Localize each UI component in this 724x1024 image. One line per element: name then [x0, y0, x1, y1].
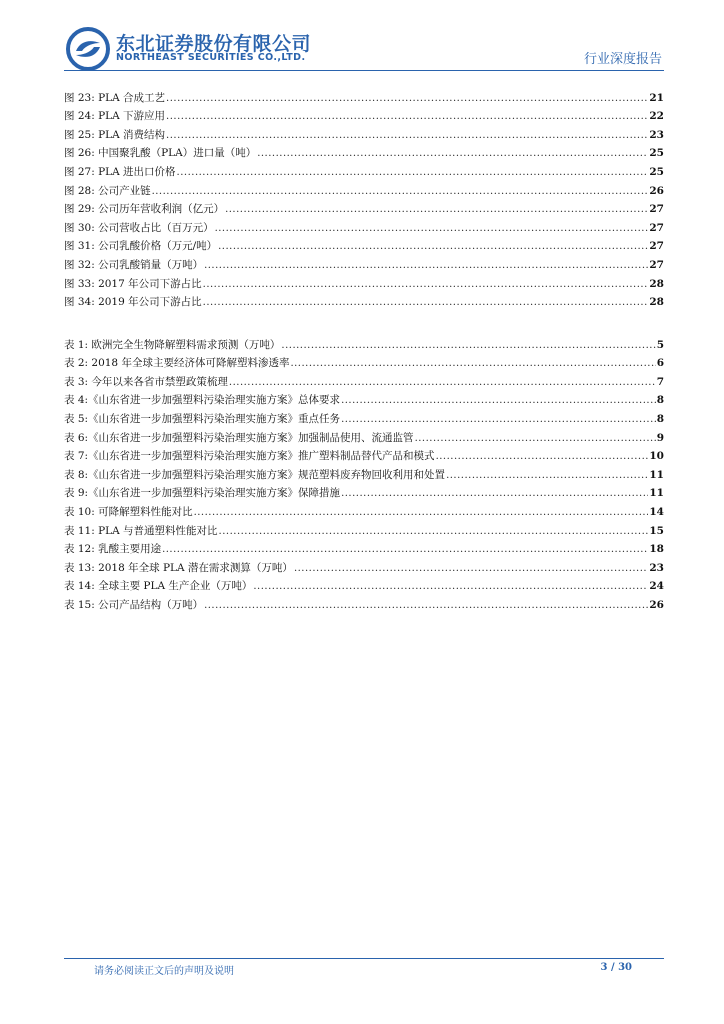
figure-toc-row[interactable]	[64, 253, 664, 272]
toc-entry-label: 表 14: 全球主要 PLA 生产企业（万吨）	[64, 580, 253, 593]
figure-toc-row[interactable]	[64, 235, 664, 254]
toc-entry-page: 24	[649, 580, 664, 593]
toc-entry-page: 23	[649, 128, 664, 141]
toc-entry-page: 22	[649, 110, 664, 123]
toc-entry-label: 图 27: PLA 进出口价格	[64, 165, 176, 178]
toc-entry-label: 图 31: 公司乳酸价格（万元/吨）	[64, 240, 218, 253]
company-name-en: NORTHEAST SECURITIES CO.,LTD.	[116, 52, 306, 63]
footer-divider	[64, 958, 664, 959]
toc-dot-leader	[215, 222, 649, 235]
toc-dot-leader	[166, 110, 648, 123]
toc-dot-leader	[166, 92, 648, 105]
figure-toc-row[interactable]	[64, 142, 664, 161]
toc-dot-leader	[253, 580, 648, 593]
toc-entry-page: 25	[649, 165, 664, 178]
toc-entry-page: 27	[649, 240, 664, 253]
table-toc-row[interactable]	[64, 519, 664, 538]
toc-entry-page: 9	[656, 431, 664, 444]
toc-entry-label: 表 2: 2018 年全球主要经济体可降解塑料渗透率	[64, 357, 290, 370]
toc-entry-label: 表 5:《山东省进一步加强塑料污染治理实施方案》重点任务	[64, 412, 341, 425]
toc-entry-label: 表 1: 欧洲完全生物降解塑料需求预测（万吨）	[64, 338, 281, 351]
toc-entry-page: 18	[649, 543, 664, 556]
toc-entry-label: 图 30: 公司营收占比（百万元）	[64, 221, 214, 234]
toc-entry-label: 图 28: 公司产业链	[64, 184, 151, 197]
toc-dot-leader	[194, 506, 649, 519]
figure-toc-row[interactable]	[64, 179, 664, 198]
toc-dot-leader	[436, 450, 649, 463]
toc-entry-label: 表 9:《山东省进一步加强塑料污染治理实施方案》保障措施	[64, 487, 341, 500]
table-toc-row[interactable]	[64, 575, 664, 594]
report-type: 行业深度报告	[583, 52, 662, 67]
toc-entry-label: 图 26: 中国聚乳酸（PLA）进口量（吨）	[64, 147, 257, 160]
page-header	[0, 0, 724, 70]
toc-entry-label: 图 33: 2017 年公司下游占比	[64, 277, 202, 290]
table-toc-row[interactable]	[64, 445, 664, 464]
tables-toc	[64, 333, 664, 612]
toc-entry-label: 表 4:《山东省进一步加强塑料污染治理实施方案》总体要求	[64, 394, 341, 407]
figures-toc	[64, 86, 664, 309]
toc-entry-label: 表 12: 乳酸主要用途	[64, 543, 162, 556]
toc-entry-label: 表 11: PLA 与普通塑料性能对比	[64, 524, 218, 537]
toc-entry-page: 7	[656, 375, 664, 388]
toc-dot-leader	[162, 543, 648, 556]
toc-dot-leader	[415, 432, 656, 445]
table-toc-row[interactable]	[64, 389, 664, 408]
figure-toc-row[interactable]	[64, 86, 664, 105]
toc-entry-page: 26	[649, 184, 664, 197]
table-toc-row[interactable]	[64, 426, 664, 445]
toc-entry-label: 图 34: 2019 年公司下游占比	[64, 296, 202, 309]
table-toc-row[interactable]	[64, 352, 664, 371]
toc-entry-page: 26	[649, 598, 664, 611]
toc-entry-page: 14	[649, 505, 664, 518]
figure-toc-row[interactable]	[64, 198, 664, 217]
toc-entry-label: 表 15: 公司产品结构（万吨）	[64, 598, 204, 611]
toc-entry-page: 25	[649, 147, 664, 160]
table-toc-row[interactable]	[64, 538, 664, 557]
company-name-cn: 东北证券股份有限公司	[116, 33, 312, 55]
toc-entry-page: 6	[656, 357, 664, 370]
company-logo-icon	[66, 27, 110, 71]
toc-entry-label: 图 32: 公司乳酸销量（万吨）	[64, 258, 204, 271]
toc-entry-label: 表 3: 今年以来各省市禁塑政策梳理	[64, 375, 228, 388]
toc-entry-label: 图 25: PLA 消费结构	[64, 128, 166, 141]
toc-dot-leader	[204, 259, 648, 272]
toc-entry-page: 21	[649, 91, 664, 104]
toc-entry-page: 8	[656, 394, 664, 407]
toc-entry-page: 11	[649, 468, 664, 481]
toc-dot-leader	[281, 339, 655, 352]
table-toc-row[interactable]	[64, 463, 664, 482]
toc-dot-leader	[166, 129, 648, 142]
toc-entry-page: 28	[649, 296, 664, 309]
toc-entry-label: 表 13: 2018 年全球 PLA 潜在需求测算（万吨）	[64, 561, 293, 574]
toc-entry-page: 15	[649, 524, 664, 537]
toc-dot-leader	[203, 278, 649, 291]
table-toc-row[interactable]	[64, 500, 664, 519]
toc-dot-leader	[341, 394, 656, 407]
toc-entry-page: 27	[649, 221, 664, 234]
toc-dot-leader	[257, 147, 648, 160]
toc-entry-label: 图 24: PLA 下游应用	[64, 110, 166, 123]
table-toc-row[interactable]	[64, 556, 664, 575]
page-number: 3 / 30	[600, 962, 632, 973]
header-divider	[64, 70, 664, 71]
table-toc-row[interactable]	[64, 482, 664, 501]
toc-entry-label: 表 7:《山东省进一步加强塑料污染治理实施方案》推广塑料制品替代产品和模式	[64, 450, 435, 463]
toc-dot-leader	[290, 357, 655, 370]
figure-toc-row[interactable]	[64, 123, 664, 142]
toc-entry-label: 表 10: 可降解塑料性能对比	[64, 505, 193, 518]
toc-entry-label: 表 6:《山东省进一步加强塑料污染治理实施方案》加强制品使用、流通监管	[64, 431, 414, 444]
toc-dot-leader	[218, 240, 648, 253]
figure-toc-row[interactable]	[64, 105, 664, 124]
toc-dot-leader	[204, 599, 648, 612]
table-toc-row[interactable]	[64, 407, 664, 426]
toc-dot-leader	[177, 166, 649, 179]
toc-dot-leader	[446, 469, 648, 482]
toc-dot-leader	[341, 413, 656, 426]
toc-entry-page: 27	[649, 258, 664, 271]
table-toc-row[interactable]	[64, 593, 664, 612]
toc-dot-leader	[229, 376, 656, 389]
toc-dot-leader	[225, 203, 648, 216]
toc-dot-leader	[294, 562, 648, 575]
toc-entry-label: 图 29: 公司历年营收利润（亿元）	[64, 203, 225, 216]
toc-dot-leader	[203, 296, 649, 309]
figure-toc-row[interactable]	[64, 291, 664, 310]
toc-dot-leader	[341, 487, 648, 500]
figure-toc-row[interactable]	[64, 160, 664, 179]
toc-dot-leader	[152, 185, 649, 198]
toc-entry-page: 27	[649, 203, 664, 216]
toc-entry-label: 图 23: PLA 合成工艺	[64, 91, 166, 104]
toc-entry-page: 8	[656, 412, 664, 425]
toc-entry-page: 5	[656, 338, 664, 351]
table-toc-row[interactable]	[64, 333, 664, 352]
figure-toc-row[interactable]	[64, 272, 664, 291]
toc-entry-page: 11	[649, 487, 664, 500]
footer-disclaimer: 请务必阅读正文后的声明及说明	[94, 966, 234, 977]
toc-entry-page: 28	[649, 277, 664, 290]
toc-entry-page: 23	[649, 561, 664, 574]
table-toc-row[interactable]	[64, 370, 664, 389]
toc-dot-leader	[219, 525, 649, 538]
figure-toc-row[interactable]	[64, 216, 664, 235]
toc-entry-page: 10	[649, 450, 664, 463]
toc-entry-label: 表 8:《山东省进一步加强塑料污染治理实施方案》规范塑料废弃物回收利用和处置	[64, 468, 446, 481]
